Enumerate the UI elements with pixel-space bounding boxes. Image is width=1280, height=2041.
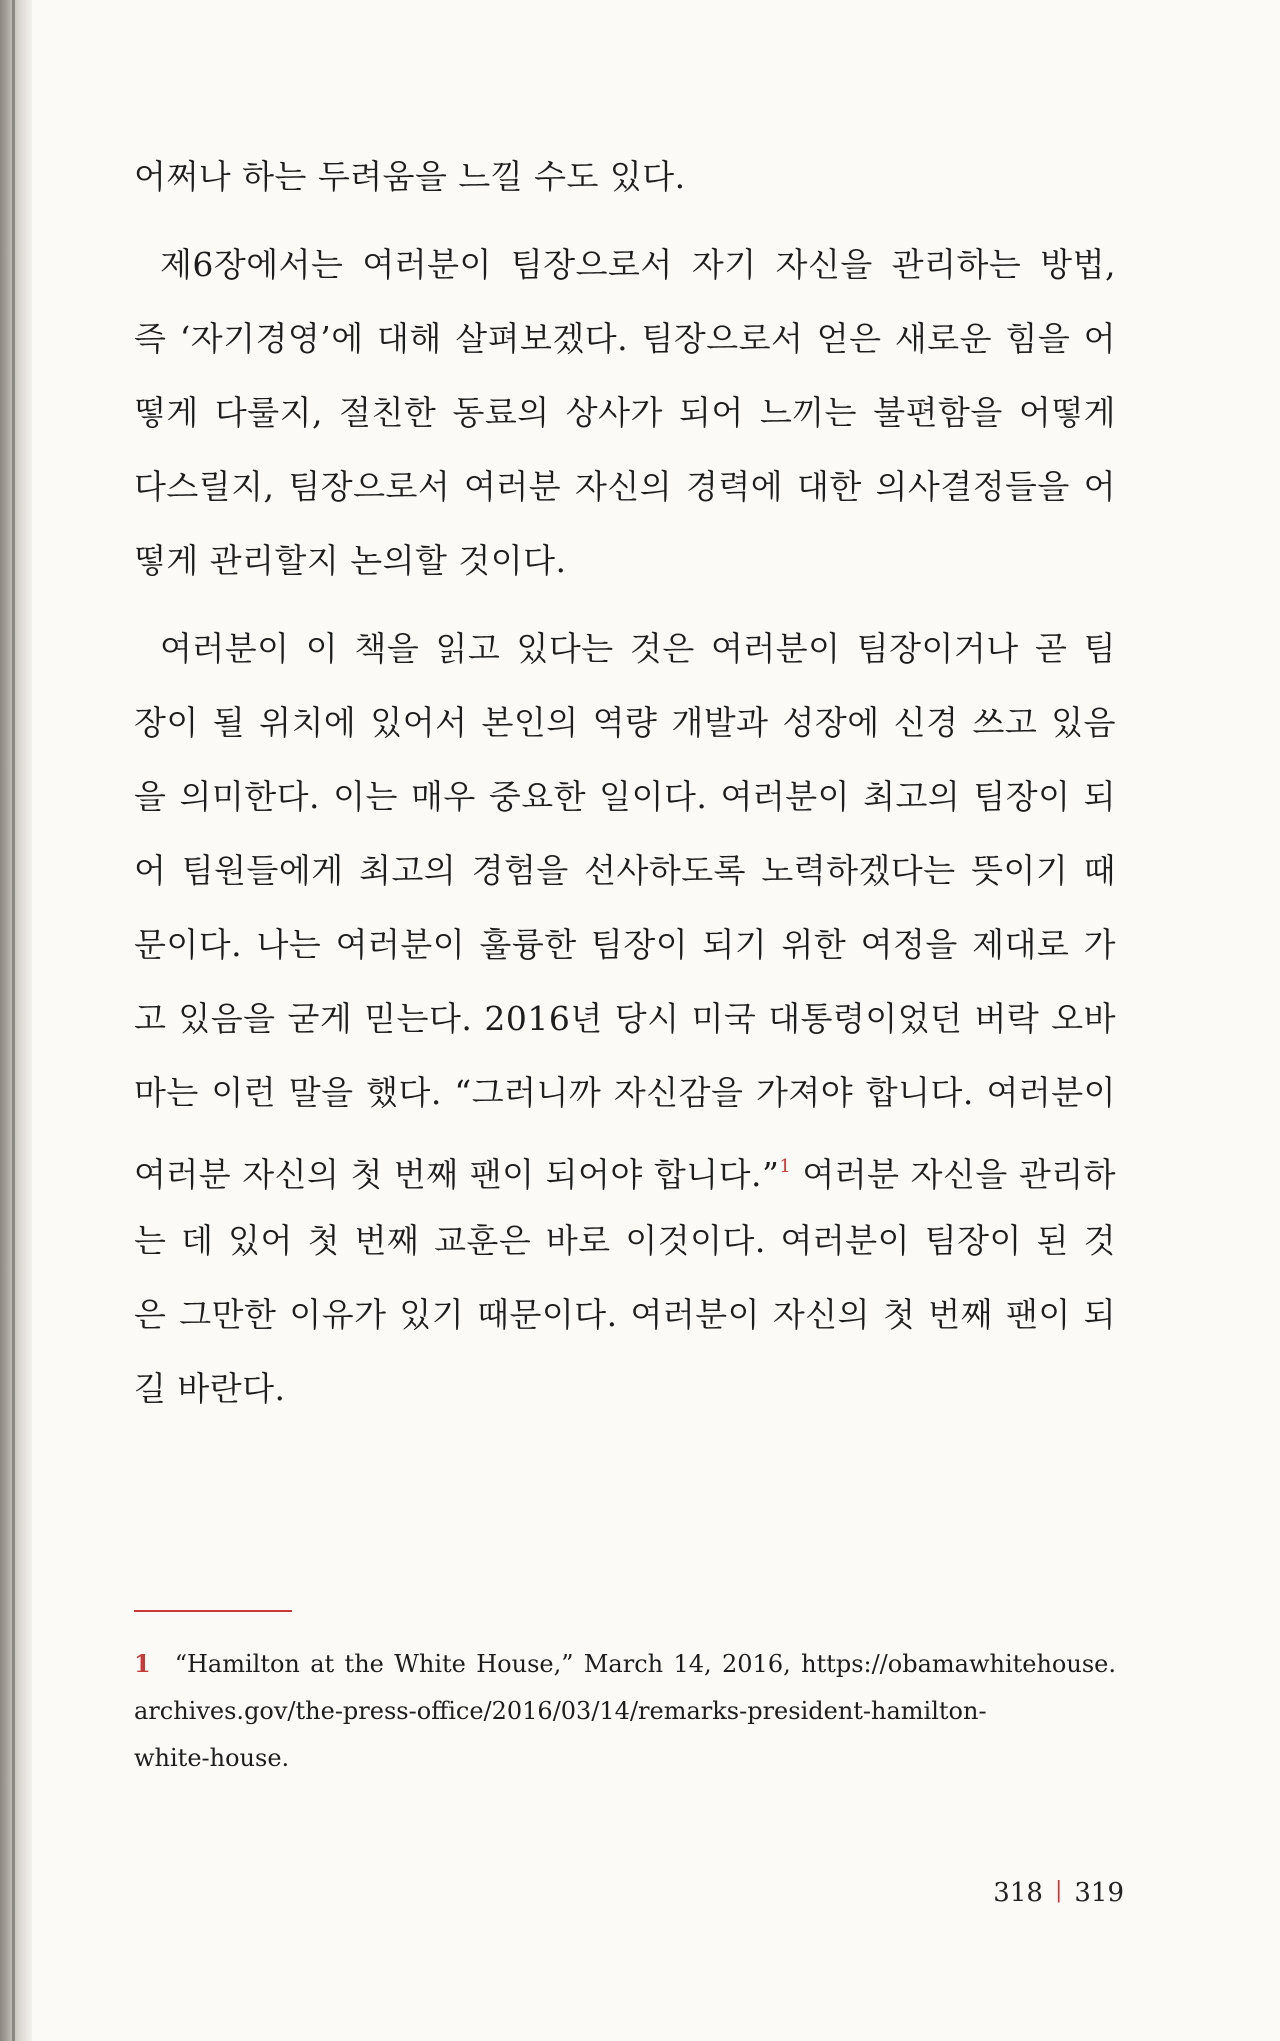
page-number-left: 318	[993, 1878, 1043, 1908]
text-line: 는 데 있어 첫 번째 교훈은 바로 이것이다. 여러분이 팀장이 된 것	[134, 1221, 1116, 1260]
text-line-with-note	[134, 1130, 1116, 1204]
text-line: 여러분이 이 책을 읽고 있다는 것은 여러분이 팀장이거나 곧 팀	[160, 629, 1116, 668]
page-number-separator: |	[1054, 1878, 1063, 1903]
text-line: 문이다. 나는 여러분이 훌륭한 팀장이 되기 위한 여정을 제대로 가	[134, 925, 1116, 964]
footnote	[134, 1640, 1116, 1782]
page-numbers	[993, 1878, 1124, 1908]
text-line: 즉 ‘자기경영’에 대해 살펴보겠다. 팀장으로서 얻은 새로운 힘을 어	[134, 319, 1116, 358]
footnote-marker: 1	[779, 1156, 792, 1177]
text-line: 고 있음을 굳게 믿는다. 2016년 당시 미국 대통령이었던 버락 오바	[134, 999, 1116, 1038]
footnote-text: “Hamilton at the White House,” March 14, 2016, https://obamawhitehouse.	[174, 1650, 1116, 1678]
footnote-number: 1	[134, 1649, 151, 1678]
page-number-right: 319	[1074, 1878, 1124, 1908]
text-line: 길 바란다.	[134, 1369, 286, 1408]
text-segment: 여러분 자신의 첫 번째 팬이 되어야 합니다.”	[134, 1155, 780, 1194]
text-segment: 여러분 자신을 관리하	[791, 1155, 1116, 1194]
book-spine-shadow	[0, 0, 32, 2041]
footnote-line: archives.gov/the-press-office/2016/03/14/remarks-president-hamilton-	[134, 1697, 987, 1725]
text-line: 마는 이런 말을 했다. “그러니까 자신감을 가져야 합니다. 여러분이	[134, 1073, 1116, 1112]
text-line: 은 그만한 이유가 있기 때문이다. 여러분이 자신의 첫 번째 팬이 되	[134, 1295, 1116, 1334]
text-line: 떻게 다룰지, 절친한 동료의 상사가 되어 느끼는 불편함을 어떻게	[134, 393, 1116, 432]
footnote-line	[134, 1640, 1116, 1688]
body-text	[134, 140, 1116, 1426]
text-line: 떻게 관리할지 논의할 것이다.	[134, 541, 567, 580]
text-line: 어쩌나 하는 두려움을 느낄 수도 있다.	[134, 157, 686, 196]
text-line: 제6장에서는 여러분이 팀장으로서 자기 자신을 관리하는 방법,	[160, 245, 1116, 284]
footnote-divider	[134, 1610, 292, 1612]
text-line: 어 팀원들에게 최고의 경험을 선사하도록 노력하겠다는 뜻이기 때	[134, 851, 1116, 890]
text-line: 을 의미한다. 이는 매우 중요한 일이다. 여러분이 최고의 팀장이 되	[134, 777, 1116, 816]
footnote-line: white-house.	[134, 1744, 290, 1772]
text-line: 다스릴지, 팀장으로서 여러분 자신의 경력에 대한 의사결정들을 어	[134, 467, 1116, 506]
text-line: 장이 될 위치에 있어서 본인의 역량 개발과 성장에 신경 쓰고 있음	[134, 703, 1116, 742]
